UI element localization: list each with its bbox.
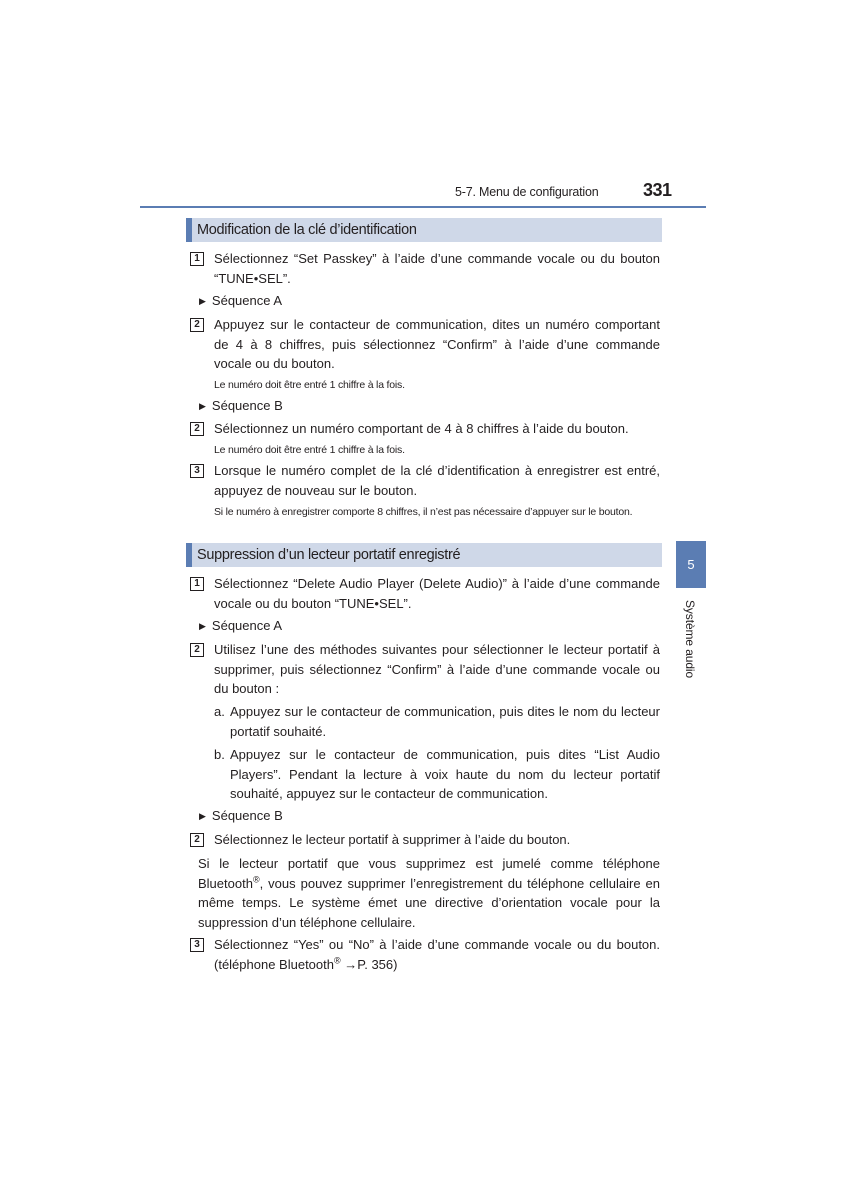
section-heading-delete-player: Suppression d’un lecteur portatif enregistré (186, 543, 662, 567)
note: Le numéro doit être entré 1 chiffre à la fois. (214, 444, 405, 456)
bluetooth-paragraph (198, 854, 660, 932)
sequence-a-label (199, 291, 282, 313)
sequence-text: Séquence A (211, 293, 283, 308)
step-text: Sélectionnez “Set Passkey” à l’aide d’une commande vocale ou du bouton “TUNE•SEL”. (214, 251, 660, 286)
step-text-part: Sélectionnez “Yes” ou “No” à l’aide d’une commande vocale ou du bouton. (téléphone Bluetooth (214, 937, 660, 972)
option-a (214, 702, 660, 741)
step-text: Sélectionnez un numéro comportant de 4 à 8 chiffres à l’aide du bouton. (214, 421, 629, 436)
section-header: 5-7. Menu de configuration (455, 185, 599, 199)
step-text: Lorsque le numéro complet de la clé d’identification à enregistrer est entré, appuyez de nouveau sur le bouton. (214, 463, 660, 498)
triangle-bullet-icon: ▶ (199, 811, 206, 821)
section-heading-passkey: Modification de la clé d’identification (186, 218, 662, 242)
sequence-b-label (199, 806, 283, 828)
chapter-tab: 5 (676, 541, 706, 588)
sequence-text: Séquence A (211, 618, 283, 633)
step-text: Utilisez l’une des méthodes suivantes pour sélectionner le lecteur portatif à supprimer, puis sélectionnez “Confirm” à l’aide d’une commande vocale ou du bouton : (214, 642, 660, 696)
registered-mark: ® (333, 955, 341, 966)
triangle-bullet-icon: ▶ (199, 401, 206, 411)
step-number: 1 (190, 577, 204, 591)
note: Si le numéro à enregistrer comporte 8 chiffres, il n’est pas nécessaire d’appuyer sur le bouton. (214, 506, 633, 518)
step-number: 2 (190, 422, 204, 436)
sequence-a-label (199, 616, 282, 638)
step-1 (190, 574, 660, 613)
page-reference-link[interactable]: →P. 356) (340, 956, 398, 972)
step-text: Sélectionnez “Delete Audio Player (Delete Audio)” à l’aide d’une commande vocale ou du bouton “TUNE•SEL”. (214, 576, 660, 611)
step-text: Appuyez sur le contacteur de communication, dites un numéro comportant de 4 à 8 chiffres, puis sélectionnez “Confirm” à l’aide d’une commande vocale ou du bouton. (214, 317, 660, 371)
step-3 (190, 935, 660, 974)
step-number: 3 (190, 938, 204, 952)
header-rule (140, 206, 706, 208)
sequence-text: Séquence B (211, 808, 283, 823)
chapter-label: Système audio (683, 600, 697, 679)
step-number: 2 (190, 643, 204, 657)
paragraph-text: , vous pouvez supprimer l’enregistrement du téléphone cellulaire en même temps. Le système émet une directive d’orientation vocale pour la suppression d’un téléphone cellulaire. (198, 875, 660, 930)
sequence-b-label (199, 396, 283, 418)
registered-mark: ® (252, 874, 260, 885)
option-text: Appuyez sur le contacteur de communication, puis dites “List Audio Players”. Pendant la lecture à voix haute du nom du lecteur portatif souhaité, appuyez sur le contacteur de communication. (230, 747, 660, 801)
step-text: Sélectionnez le lecteur portatif à supprimer à l’aide du bouton. (214, 832, 571, 847)
step-text (214, 935, 660, 974)
page-number: 331 (643, 180, 672, 200)
step-number: 2 (190, 833, 204, 847)
option-text: Appuyez sur le contacteur de communication, puis dites le nom du lecteur portatif souhaité. (230, 704, 660, 739)
step-1 (190, 249, 660, 288)
step-2 (190, 315, 660, 374)
step-2 (190, 640, 660, 699)
triangle-bullet-icon: ▶ (199, 621, 206, 631)
option-label: b. (214, 747, 225, 762)
step-number: 2 (190, 318, 204, 332)
paragraph-text: Si le lecteur portatif que vous supprimez est jumelé comme téléphone Bluetooth (198, 856, 660, 891)
triangle-bullet-icon: ▶ (199, 296, 206, 306)
option-label: a. (214, 704, 225, 719)
option-b (214, 745, 660, 804)
step-2b (190, 830, 660, 850)
step-2b (190, 419, 660, 439)
step-number: 3 (190, 464, 204, 478)
note: Le numéro doit être entré 1 chiffre à la fois. (214, 379, 405, 391)
step-number: 1 (190, 252, 204, 266)
sequence-text: Séquence B (211, 398, 283, 413)
step-3 (190, 461, 660, 500)
